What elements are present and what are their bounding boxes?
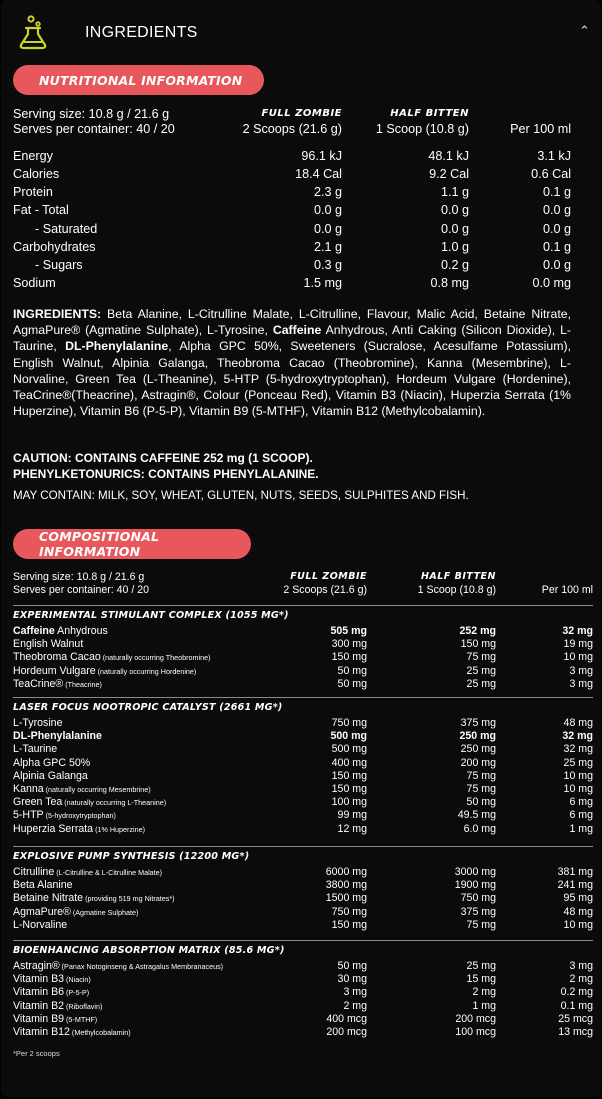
ingredient-name [13, 783, 151, 795]
ingredient-label: Theobroma Cacao [13, 651, 101, 663]
ingredient-name [13, 960, 223, 972]
composition-row [13, 783, 593, 796]
composition-row [13, 730, 593, 743]
ingredient-label: 5-HTP [13, 809, 44, 821]
composition-row [13, 986, 593, 999]
ingredients-text-2: Anhydrous, Anti Caking (Silicon Dioxide), L-Taurine, [13, 323, 572, 354]
half-bitten-value: 0.2 g [440, 258, 469, 272]
half-bitten-amount: 75 mg [466, 783, 496, 795]
nutrient-name: Carbohydrates [13, 240, 96, 254]
per-100ml-amount: 10 mg [563, 770, 593, 782]
half-bitten-amount: 1 mg [472, 1000, 496, 1012]
ingredient-note: (naturally occurring L-Theanine) [62, 798, 167, 807]
ingredient-label: Alpha GPC 50% [13, 757, 91, 769]
ingredient-label: Hordeum Vulgare [13, 665, 96, 677]
nutrient-name: Energy [13, 149, 53, 163]
ingredient-note: (Niacin) [64, 975, 91, 984]
ingredient-name [13, 638, 83, 650]
nutrition-row [13, 258, 571, 276]
ingredients-text-3: , Alpha GPC 50%, Sweeteners (Sucralose, Acesulfame Potassium), English Walnut, Alpinia Galanga, Theobroma Cacao (Theobromine), Kanna (Mesembrine), L-Norvaline, Green Tea (L-Theanine), 5-HTP (5-hydroxytryptophan), Hordeum Vulgare (Hordenine), TeaCrine®(Theacrine), Astragin®, Colour (Ponceau Red), Vitamin B3 (Niacin), Huperzia Serrata (1% Huperzine), Vitamin B6 (P-5-P), Vitamin B9 (5-MTHF), Vitamin B12 (Methylcobalamin). [13, 339, 571, 419]
composition-row [13, 770, 593, 783]
ingredient-label: Huperzia Serrata [13, 823, 94, 835]
ingredient-note: (Theacrine) [63, 680, 102, 689]
half-bitten-amount: 3000 mg [454, 866, 496, 878]
half-bitten-amount: 2 mg [472, 986, 496, 998]
ingredient-name [13, 866, 162, 878]
per-100ml-amount: 6 mg [569, 796, 593, 808]
full-zombie-amount: 400 mg [331, 757, 367, 769]
ingredient-label: Alpinia Galanga [13, 770, 88, 782]
half-bitten-value: 0.8 mg [430, 276, 469, 290]
composition-row [13, 665, 593, 678]
composition-row [13, 678, 593, 691]
composition-row [13, 823, 593, 836]
full-zombie-amount: 1500 mg [325, 892, 367, 904]
half-bitten-amount: 15 mg [466, 973, 496, 985]
composition-row [13, 1000, 593, 1013]
ingredient-name [13, 678, 102, 690]
ingredient-note: (naturally occurring Mesembrine) [43, 785, 151, 794]
composition-row [13, 973, 593, 986]
nutrition-row [13, 167, 571, 185]
ingredient-dl-phenylalanine: DL-Phenylalanine [65, 339, 169, 354]
section-divider [13, 605, 593, 606]
full-zombie-amount: 500 mg [331, 743, 367, 755]
nutrient-name: - Sugars [35, 258, 83, 272]
per-100ml-amount: 3 mg [569, 678, 593, 690]
ingredient-name [13, 1013, 97, 1025]
per-100ml-amount: 0.2 mg [560, 986, 593, 998]
full-zombie-amount: 150 mg [331, 770, 367, 782]
ingredient-name [13, 743, 57, 755]
comp-full-zombie-heading: FULL ZOMBIE [290, 571, 367, 582]
half-bitten-amount: 250 mg [460, 743, 496, 755]
ingredient-name [13, 809, 116, 821]
nutritional-information-badge [13, 65, 264, 95]
nutrient-name: Fat - Total [13, 203, 69, 217]
per-100ml-amount: 10 mg [563, 651, 593, 663]
per-100ml-value: 0.0 g [542, 203, 571, 217]
full-zombie-amount: 30 mg [337, 973, 367, 985]
ingredient-note: (naturally occurring Hordenine) [95, 667, 197, 676]
full-zombie-amount: 2 mg [343, 1000, 367, 1012]
section-heading: LASER FOCUS NOOTROPIC CATALYST (2661 MG*) [13, 702, 283, 713]
full-zombie-amount: 750 mg [331, 717, 367, 729]
full-zombie-amount: 400 mcg [326, 1013, 367, 1025]
ingredient-label: Citrulline [13, 866, 55, 878]
compositional-information-label: COMPOSITIONAL INFORMATION [39, 529, 160, 559]
full-zombie-amount: 100 mg [331, 796, 367, 808]
ingredient-note: (Methylcobalamin) [69, 1028, 131, 1037]
comp-per-100ml-heading: Per 100 ml [541, 584, 593, 596]
half-bitten-value: 1.1 g [440, 185, 469, 199]
ingredient-note: (1% Huperzine) [93, 825, 146, 834]
per-100ml-amount: 1 mg [569, 823, 593, 835]
half-bitten-amount: 250 mg [459, 730, 496, 742]
composition-row [13, 651, 593, 664]
half-bitten-amount: 75 mg [466, 651, 496, 663]
ingredient-name [13, 717, 62, 729]
ingredients-text-1: Beta Alanine, L-Citrulline Malate, L-Citrulline, Flavour, Malic Acid, Betaine Nitrate, AgmaPure® (Agmatine Sulphate), L-Tyrosine, [13, 307, 571, 338]
full-zombie-value: 18.4 Cal [295, 167, 342, 181]
caution-phenylketonurics: PHENYLKETONURICS: CONTAINS PHENYLALANINE. [13, 467, 319, 481]
comp-half-bitten-heading: HALF BITTEN [420, 571, 496, 582]
ingredient-label: Astragin® [13, 960, 60, 972]
ingredient-name [13, 919, 67, 931]
ingredients-label: INGREDIENTS: [13, 307, 102, 321]
ingredients-list [13, 306, 571, 419]
ingredient-name [13, 625, 108, 637]
ingredient-label: Vitamin B9 [13, 1013, 65, 1025]
per-100ml-value: 0.1 g [542, 240, 571, 254]
full-zombie-value: 0.3 g [313, 258, 342, 272]
full-zombie-value: 0.0 g [313, 222, 342, 236]
half-bitten-amount: 252 mg [459, 625, 496, 637]
ingredient-name [13, 730, 102, 742]
half-bitten-amount: 375 mg [460, 906, 496, 918]
ingredient-label: Kanna [13, 783, 44, 795]
half-bitten-value: 9.2 Cal [429, 167, 469, 181]
per-100ml-amount: 10 mg [563, 783, 593, 795]
per-100ml-value: 0.1 g [542, 185, 571, 199]
per-100ml-amount: 25 mcg [558, 1013, 593, 1025]
section-title: INGREDIENTS [85, 24, 198, 41]
ingredient-label: L-Tyrosine [13, 717, 63, 729]
per-100ml-amount: 95 mg [563, 892, 593, 904]
per-100ml-amount: 241 mg [557, 879, 593, 891]
per-100ml-amount: 32 mg [563, 743, 593, 755]
ingredient-label: Vitamin B2 [13, 1000, 65, 1012]
per-100ml-amount: 381 mg [557, 866, 593, 878]
ingredient-label: Beta Alanine [13, 879, 73, 891]
full-zombie-amount: 99 mg [337, 809, 367, 821]
nutrient-name: Sodium [13, 276, 56, 290]
nutrition-row [13, 276, 571, 294]
half-bitten-amount: 25 mg [466, 678, 496, 690]
composition-row [13, 757, 593, 770]
serving-size: Serving size: 10.8 g / 21.6 g [13, 107, 170, 121]
ingredient-name [13, 651, 210, 663]
ingredient-name [13, 1000, 102, 1012]
half-bitten-value: 0.0 g [440, 222, 469, 236]
half-bitten-amount: 25 mg [466, 960, 496, 972]
half-bitten-amount: 75 mg [466, 770, 496, 782]
per-100ml-amount: 6 mg [569, 809, 593, 821]
per-100ml-amount: 48 mg [563, 717, 593, 729]
full-zombie-amount: 200 mcg [326, 1026, 367, 1038]
ingredient-caffeine: Caffeine [272, 323, 322, 338]
per-100ml-amount: 32 mg [562, 625, 593, 637]
ingredient-name [13, 796, 166, 808]
ingredient-label: Caffeine [13, 625, 55, 637]
footnote: *Per 2 scoops [13, 1049, 60, 1058]
caution-caffeine: CAUTION: CONTAINS CAFFEINE 252 mg (1 SCOOP). [13, 451, 313, 465]
nutrition-row [13, 149, 571, 167]
half-bitten-amount: 100 mcg [455, 1026, 496, 1038]
full-zombie-amount: 750 mg [331, 906, 367, 918]
section-heading: EXPERIMENTAL STIMULANT COMPLEX (1055 MG*) [13, 610, 289, 621]
ingredient-label: Green Tea [13, 796, 63, 808]
half-bitten-heading: HALF BITTEN [390, 108, 469, 119]
composition-row [13, 638, 593, 651]
ingredient-name [13, 906, 138, 918]
ingredient-name [13, 823, 145, 835]
ingredient-name [13, 770, 88, 782]
composition-row [13, 866, 593, 879]
full-zombie-amount: 50 mg [337, 665, 367, 677]
composition-row [13, 892, 593, 905]
full-zombie-serving: 2 Scoops (21.6 g) [242, 122, 342, 136]
nutrient-name: Calories [13, 167, 60, 181]
composition-row [13, 1013, 593, 1026]
comp-full-zombie-serving: 2 Scoops (21.6 g) [283, 584, 367, 596]
ingredient-name [13, 973, 91, 985]
per-100ml-amount: 3 mg [569, 665, 593, 677]
ingredient-name [13, 665, 196, 677]
per-100ml-amount: 13 mcg [558, 1026, 593, 1038]
composition-row [13, 919, 593, 932]
compositional-information-badge [13, 529, 251, 559]
ingredient-note: (Agmatine Sulphate) [70, 908, 139, 917]
per-100ml-amount: 19 mg [563, 638, 593, 650]
full-zombie-amount: 150 mg [331, 783, 367, 795]
half-bitten-amount: 25 mg [466, 665, 496, 677]
per-100ml-amount: 10 mg [563, 919, 593, 931]
half-bitten-value: 48.1 kJ [428, 149, 469, 163]
per-100ml-value: 3.1 kJ [537, 149, 571, 163]
full-zombie-amount: 12 mg [337, 823, 367, 835]
nutrition-row [13, 203, 571, 221]
ingredient-label: Betaine Nitrate [13, 892, 84, 904]
ingredient-label: DL-Phenylalanine [13, 730, 102, 742]
ingredient-note: (providing 519 mg Nitrates*) [83, 894, 175, 903]
ingredient-label: Vitamin B6 [13, 986, 65, 998]
composition-row [13, 906, 593, 919]
ingredient-note: (Panax Notoginseng & Astragalus Membranaceus) [59, 962, 224, 971]
section-divider [13, 697, 593, 698]
half-bitten-serving: 1 Scoop (10.8 g) [375, 122, 469, 136]
full-zombie-amount: 505 mg [330, 625, 367, 637]
serves-per-container: Serves per container: 40 / 20 [13, 122, 175, 136]
half-bitten-amount: 49.5 mg [457, 809, 496, 821]
chevron-up-icon[interactable]: ⌃ [579, 23, 590, 38]
comp-serving-size: Serving size: 10.8 g / 21.6 g [13, 571, 145, 583]
ingredient-note: (Riboflavin) [64, 1002, 103, 1011]
may-contain-warning: MAY CONTAIN: MILK, SOY, WHEAT, GLUTEN, NUTS, SEEDS, SULPHITES AND FISH. [13, 489, 469, 502]
nutrient-name: - Saturated [35, 222, 98, 236]
composition-row [13, 743, 593, 756]
full-zombie-heading: FULL ZOMBIE [261, 108, 342, 119]
full-zombie-value: 2.1 g [313, 240, 342, 254]
ingredient-name [13, 986, 89, 998]
composition-row [13, 960, 593, 973]
full-zombie-amount: 300 mg [331, 638, 367, 650]
comp-half-bitten-serving: 1 Scoop (10.8 g) [417, 584, 496, 596]
half-bitten-amount: 50 mg [466, 796, 496, 808]
flask-icon [18, 14, 48, 50]
half-bitten-amount: 150 mg [460, 638, 496, 650]
ingredient-label: Vitamin B12 [13, 1026, 70, 1038]
half-bitten-amount: 200 mcg [455, 1013, 496, 1025]
per-100ml-value: 0.6 Cal [531, 167, 571, 181]
full-zombie-amount: 150 mg [331, 919, 367, 931]
ingredient-label: AgmaPure® [13, 906, 71, 918]
nutritional-information-label: NUTRITIONAL INFORMATION [39, 72, 243, 88]
half-bitten-amount: 200 mg [460, 757, 496, 769]
half-bitten-amount: 1900 mg [454, 879, 496, 891]
ingredient-note: (5-MTHF) [64, 1015, 98, 1024]
section-divider [13, 846, 593, 847]
per-100ml-amount: 3 mg [569, 960, 593, 972]
full-zombie-value: 1.5 mg [303, 276, 342, 290]
ingredient-name [13, 757, 90, 769]
full-zombie-value: 2.3 g [313, 185, 342, 199]
nutrition-row [13, 240, 571, 258]
nutrition-row [13, 222, 571, 240]
comp-serves-per-container: Serves per container: 40 / 20 [13, 584, 150, 596]
full-zombie-amount: 3 mg [343, 986, 367, 998]
ingredient-note: (5-hydroxytryptophan) [43, 811, 116, 820]
half-bitten-amount: 75 mg [466, 919, 496, 931]
ingredient-label: L-Taurine [13, 743, 58, 755]
per-100ml-heading: Per 100 ml [510, 122, 571, 136]
ingredient-suffix: Anhydrous [54, 625, 108, 637]
per-100ml-value: 0.0 g [542, 258, 571, 272]
half-bitten-value: 0.0 g [440, 203, 469, 217]
ingredients-panel [1, 0, 601, 1097]
composition-row [13, 625, 593, 638]
composition-row [13, 717, 593, 730]
ingredient-note: (L-Citrulline & L-Citrulline Malate) [54, 868, 163, 877]
full-zombie-value: 96.1 kJ [301, 149, 342, 163]
per-100ml-value: 0.0 g [542, 222, 571, 236]
full-zombie-amount: 6000 mg [325, 866, 367, 878]
per-100ml-amount: 2 mg [569, 973, 593, 985]
full-zombie-amount: 3800 mg [325, 879, 367, 891]
ingredient-label: L-Norvaline [13, 919, 68, 931]
full-zombie-amount: 50 mg [337, 960, 367, 972]
section-heading: BIOENHANCING ABSORPTION MATRIX (85.6 MG*) [13, 945, 285, 956]
ingredient-label: English Walnut [13, 638, 84, 650]
accordion-header[interactable] [1, 0, 601, 66]
ingredient-note: (naturally occurring Theobromine) [100, 653, 211, 662]
composition-row [13, 1026, 593, 1039]
ingredient-label: Vitamin B3 [13, 973, 65, 985]
full-zombie-value: 0.0 g [313, 203, 342, 217]
ingredient-name [13, 879, 73, 891]
nutrient-name: Protein [13, 185, 53, 199]
full-zombie-amount: 50 mg [337, 678, 367, 690]
full-zombie-amount: 150 mg [331, 651, 367, 663]
ingredient-name [13, 1026, 131, 1038]
ingredient-name [13, 892, 175, 904]
section-divider [13, 940, 593, 941]
ingredient-label: TeaCrine® [13, 678, 64, 690]
section-heading: EXPLOSIVE PUMP SYNTHESIS (12200 MG*) [13, 851, 250, 862]
per-100ml-amount: 32 mg [562, 730, 593, 742]
ingredient-note: (P-5-P) [64, 988, 90, 997]
per-100ml-amount: 48 mg [563, 906, 593, 918]
per-100ml-amount: 0.1 mg [560, 1000, 593, 1012]
half-bitten-amount: 750 mg [460, 892, 496, 904]
nutrition-row [13, 185, 571, 203]
composition-row [13, 796, 593, 809]
per-100ml-amount: 25 mg [563, 757, 593, 769]
half-bitten-amount: 375 mg [460, 717, 496, 729]
half-bitten-amount: 6.0 mg [463, 823, 496, 835]
composition-row [13, 809, 593, 822]
composition-row [13, 879, 593, 892]
per-100ml-value: 0.0 mg [532, 276, 571, 290]
full-zombie-amount: 500 mg [330, 730, 367, 742]
half-bitten-value: 1.0 g [440, 240, 469, 254]
